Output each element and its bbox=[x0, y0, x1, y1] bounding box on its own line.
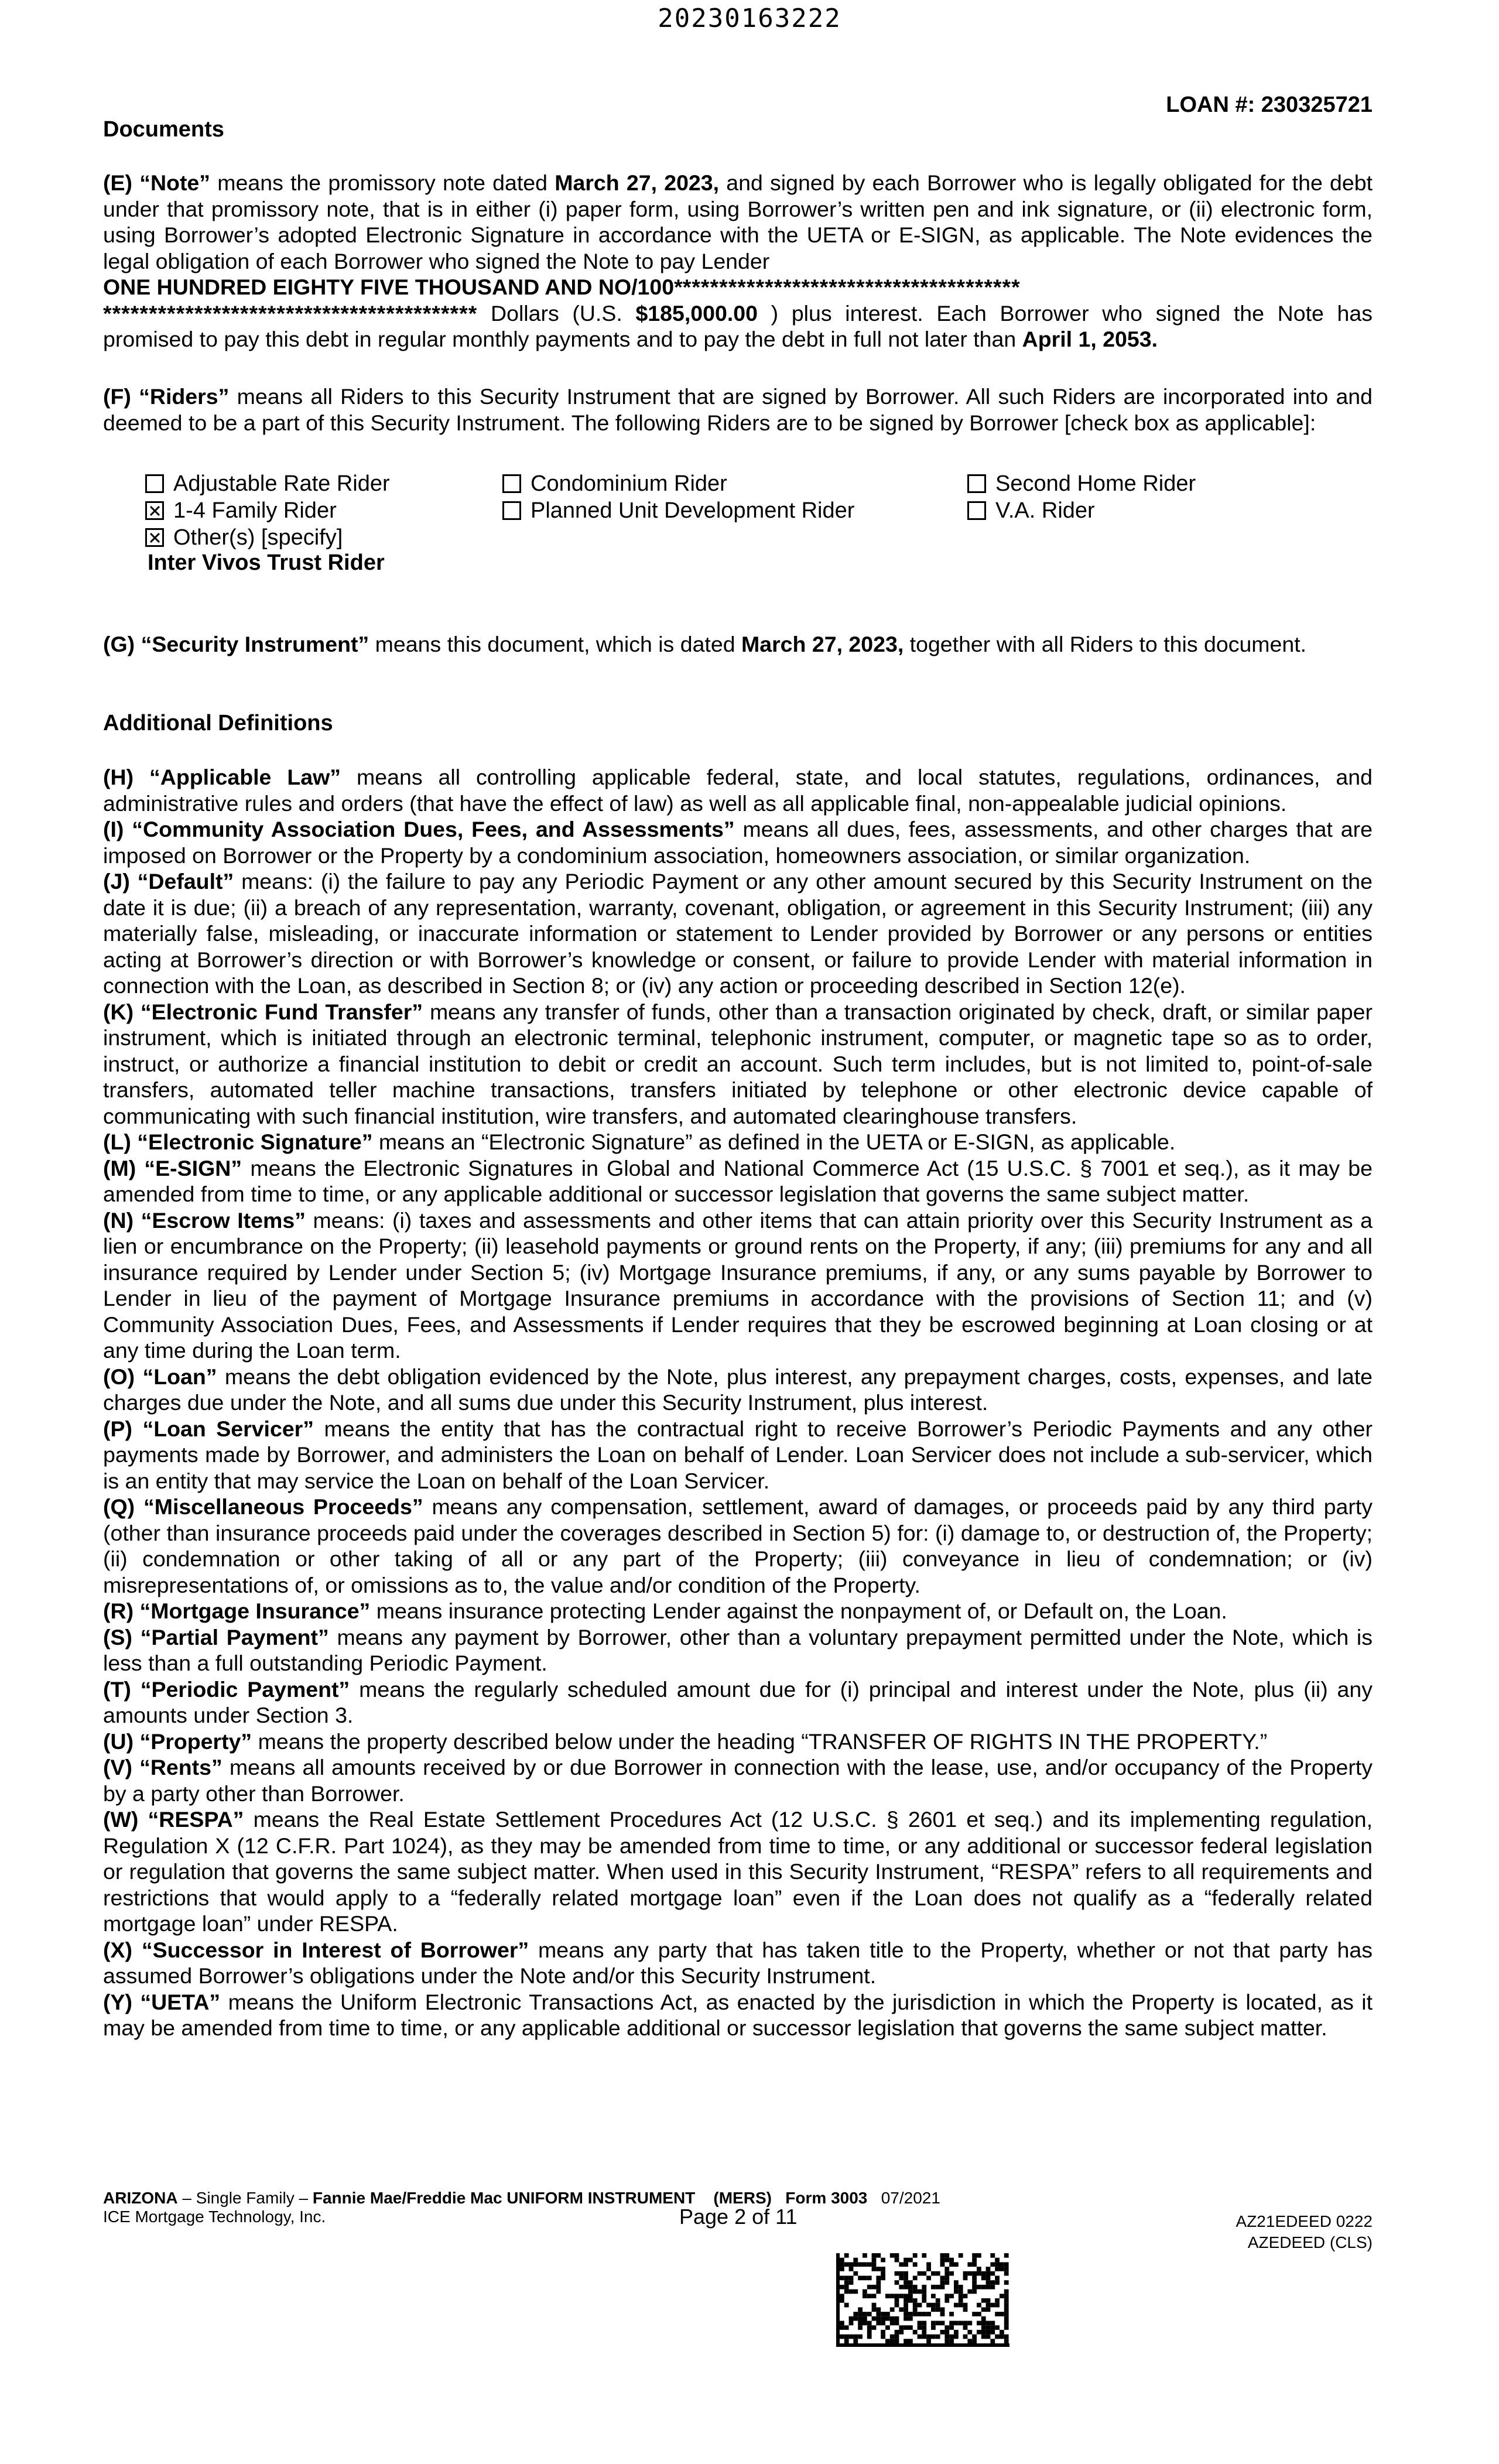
loan-number: LOAN #: 230325721 bbox=[1166, 93, 1373, 117]
checked-checkbox-icon[interactable] bbox=[145, 528, 164, 547]
rider-other-specified: Inter Vivos Trust Rider bbox=[148, 550, 385, 575]
page-number: Page 2 of 11 bbox=[679, 2205, 798, 2229]
definition-mortgage-insurance: (R) “Mortgage Insurance” means insurance protecting Lender against the nonpayment of, or Default on, the Loan. bbox=[103, 1599, 1227, 1623]
definition-rents: (V) “Rents” means all amounts received by or due Borrower in connection with the lease, use, and/or occupancy of the Property by a party other than Borrower. bbox=[103, 1755, 1373, 1806]
checked-checkbox-icon[interactable] bbox=[145, 501, 164, 520]
barcode-icon bbox=[836, 2253, 1009, 2347]
document-number: 20230163222 bbox=[658, 4, 841, 33]
security-instrument-date: March 27, 2023, bbox=[741, 632, 904, 656]
definition-successor-in-interest: (X) “Successor in Interest of Borrower” means any party that has taken title to the Property, whether or not that party has assumed Borrower’s obligations under the Note and/or this Security Instrument. bbox=[103, 1937, 1373, 1988]
footer-form-line: ARIZONA – Single Family – Fannie Mae/Freddie Mac UNIFORM INSTRUMENT (MERS) Form 3003 07/2021 bbox=[103, 2189, 940, 2207]
definition-escrow-items: (N) “Escrow Items” means: (i) taxes and assessments and other items that can attain priority over this Security Instrument as a lien or encumbrance on the Property; (ii) leasehold payments or ground rents on the Property, if any; (iii) premiums for any and all insurance required by Lender under Section 5; (iv) Mortgage Insurance premiums, if any, or any sums payable by Borrower to Lender in lieu of the payment of Mortgage Insurance premiums in accordance with the provisions of Section 11; and (v) Community Association Dues, Fees, and Assessments if Lender requires that they be escrowed beginning at Loan closing or at any time during the Loan term. bbox=[103, 1207, 1373, 1363]
rider-second-home: Second Home Rider bbox=[967, 471, 1196, 497]
definition-electronic-fund-transfer: (K) “Electronic Fund Transfer” means any transfer of funds, other than a transaction originated by check, draft, or similar paper instrument, which is initiated through an electronic terminal, telephonic instrument, computer, or magnetic tape so as to order, instruct, or authorize a financial institution to debit or credit an account. Such term includes, but is not limited to, point-of-sale transfers, automated teller machine transactions, transfers initiated by telephone or other electronic device capable of communicating with such financial institution, wire transfers, and automated clearinghouse transfers. bbox=[103, 999, 1373, 1128]
loan-amount-words: ONE HUNDRED EIGHTY FIVE THOUSAND AND NO/100* bbox=[103, 275, 683, 299]
definition-e-sign: (M) “E-SIGN” means the Electronic Signatures in Global and National Commerce Act (15 U.S.C. § 7001 et seq.), as it may be amended from time to time, or any applicable additional or successor legislation that governs the same subject matter. bbox=[103, 1155, 1373, 1206]
definition-periodic-payment: (T) “Periodic Payment” means the regularly scheduled amount due for (i) principal and interest under the Note, plus (ii) any amounts under Section 3. bbox=[103, 1676, 1373, 1727]
checkbox-icon[interactable] bbox=[502, 501, 521, 520]
additional-definitions bbox=[103, 764, 1373, 2041]
footer-company: ICE Mortgage Technology, Inc. bbox=[103, 2208, 326, 2226]
rider-planned-unit-development: Planned Unit Development Rider bbox=[502, 498, 854, 523]
rider-condominium: Condominium Rider bbox=[502, 471, 727, 497]
definition-label: (G) “Security Instrument” bbox=[103, 632, 369, 656]
rider-other: Other(s) [specify] bbox=[145, 525, 343, 550]
footer-form-code: AZ21EDEED 0222 bbox=[1236, 2212, 1373, 2230]
rider-va: V.A. Rider bbox=[967, 498, 1095, 523]
section-title-additional-definitions: Additional Definitions bbox=[103, 711, 333, 735]
definition-security-instrument: (G) “Security Instrument” means this document, which is dated March 27, 2023, together with all Riders to this document. bbox=[103, 632, 1307, 656]
definition-loan-servicer: (P) “Loan Servicer” means the entity that has the contractual right to receive Borrower’s Periodic Payments and any other payments made by Borrower, and administers the Loan on behalf of Lender. Loan Servicer does not include a sub-servicer, which is an entity that may service the Loan on behalf of the Loan Servicer. bbox=[103, 1416, 1373, 1493]
definition-applicable-law: (H) “Applicable Law” means all controlling applicable federal, state, and local statutes, regulations, ordinances, and administrative rules and orders (that have the effect of law) as well as all applicable final, non-appealable judicial opinions. bbox=[103, 765, 1373, 816]
checkbox-icon[interactable] bbox=[967, 501, 986, 520]
definition-loan: (O) “Loan” means the debt obligation evidenced by the Note, plus interest, any prepayment charges, costs, expenses, and late charges due under the Note, and all sums due under this Security Instrument, plus interest. bbox=[103, 1364, 1373, 1415]
definition-property: (U) “Property” means the property described below under the heading “TRANSFER OF RIGHTS IN THE PROPERTY.” bbox=[103, 1729, 1268, 1754]
checkbox-icon[interactable] bbox=[145, 474, 164, 493]
definition-riders: (F) “Riders” means all Riders to this Security Instrument that are signed by Borrower. All such Riders are incorporated into and deemed to be a part of this Security Instrument. The following Riders are to be signed by Borrower [check box as applicable]: bbox=[103, 384, 1373, 435]
maturity-date: April 1, 2053. bbox=[1022, 327, 1158, 351]
definition-respa: (W) “RESPA” means the Real Estate Settlement Procedures Act (12 U.S.C. § 2601 et seq.) and its implementing regulation, Regulation X (12 C.F.R. Part 1024), as they may be amended from time to time, or any additional or successor federal legislation or regulation that governs the same subject matter. When used in this Security Instrument, “RESPA” refers to all requirements and restrictions that would apply to a “federally related mortgage loan” even if the Loan does not qualify as a “federally related mortgage loan” under RESPA. bbox=[103, 1807, 1373, 1936]
definition-default: (J) “Default” means: (i) the failure to pay any Periodic Payment or any other amount secured by this Security Instrument on the date it is due; (ii) a breach of any representation, warranty, covenant, obligation, or agreement in this Security Instrument; (iii) any materially false, misleading, or inaccurate information or statement to Lender provided by Borrower or any persons or entities acting at Borrower’s direction or with Borrower’s knowledge or consent, or failure to provide Lender with material information in connection with the Loan, as described in Section 8; or (iv) any action or proceeding described in Section 12(e). bbox=[103, 869, 1373, 998]
definition-note: (E) “Note” means the promissory note dated March 27, 2023, and signed by each Borrower who is legally obligated for the debt under that promissory note, that is in either (i) paper form, using Borrower’s written pen and ink signature, or (ii) electronic form, using Borrower’s adopted Electronic Signature in accordance with the UETA or E-SIGN, as applicable. The Note evidences the legal obligation of each Borrower who signed the Note to pay Lender ONE HUNDRED EIGHTY FIVE THOUSAND AND NO/100************************************** ***************************************** Dollars (U.S. $185,000.00 ) plus interest. Each Borrower who signed the Note has promised to pay this debt in regular monthly payments and to pay the debt in full not later than April 1, 2053. bbox=[103, 170, 1373, 351]
definition-electronic-signature: (L) “Electronic Signature” means an “Electronic Signature” as defined in the UETA or E-SIGN, as applicable. bbox=[103, 1130, 1176, 1154]
definition-community-association-dues: (I) “Community Association Dues, Fees, and Assessments” means all dues, fees, assessments, and other charges that are imposed on Borrower or the Property by a condominium association, homeowners association, or similar organization. bbox=[103, 817, 1373, 868]
checkbox-icon[interactable] bbox=[502, 474, 521, 493]
rider-1-4-family: 1-4 Family Rider bbox=[145, 498, 337, 523]
note-date: March 27, 2023, bbox=[555, 170, 720, 195]
checkbox-icon[interactable] bbox=[967, 474, 986, 493]
footer-form-code-2: AZEDEED (CLS) bbox=[1247, 2233, 1373, 2251]
rider-adjustable-rate: Adjustable Rate Rider bbox=[145, 471, 390, 497]
definition-miscellaneous-proceeds: (Q) “Miscellaneous Proceeds” means any compensation, settlement, award of damages, or proceeds paid by any third party (other than insurance proceeds paid under the coverages described in Section 5) for: (i) damage to, or destruction of, the Property; (ii) condemnation or other taking of all or any part of the Property; (iii) conveyance in lieu of condemnation; or (iv) misrepresentations of, or omissions as to, the value and/or condition of the Property. bbox=[103, 1494, 1373, 1597]
section-title-documents: Documents bbox=[103, 117, 224, 142]
loan-amount: $185,000.00 bbox=[635, 300, 758, 326]
definition-ueta: (Y) “UETA” means the Uniform Electronic Transactions Act, as enacted by the jurisdiction in which the Property is located, as it may be amended from time to time, or any applicable additional or successor legislation that governs the same subject matter. bbox=[103, 1989, 1373, 2040]
definition-label: (F) “Riders” bbox=[103, 384, 230, 409]
definition-partial-payment: (S) “Partial Payment” means any payment by Borrower, other than a voluntary prepayment permitted under the Note, which is less than a full outstanding Periodic Payment. bbox=[103, 1624, 1373, 1675]
definition-label: (E) “Note” bbox=[103, 170, 211, 195]
